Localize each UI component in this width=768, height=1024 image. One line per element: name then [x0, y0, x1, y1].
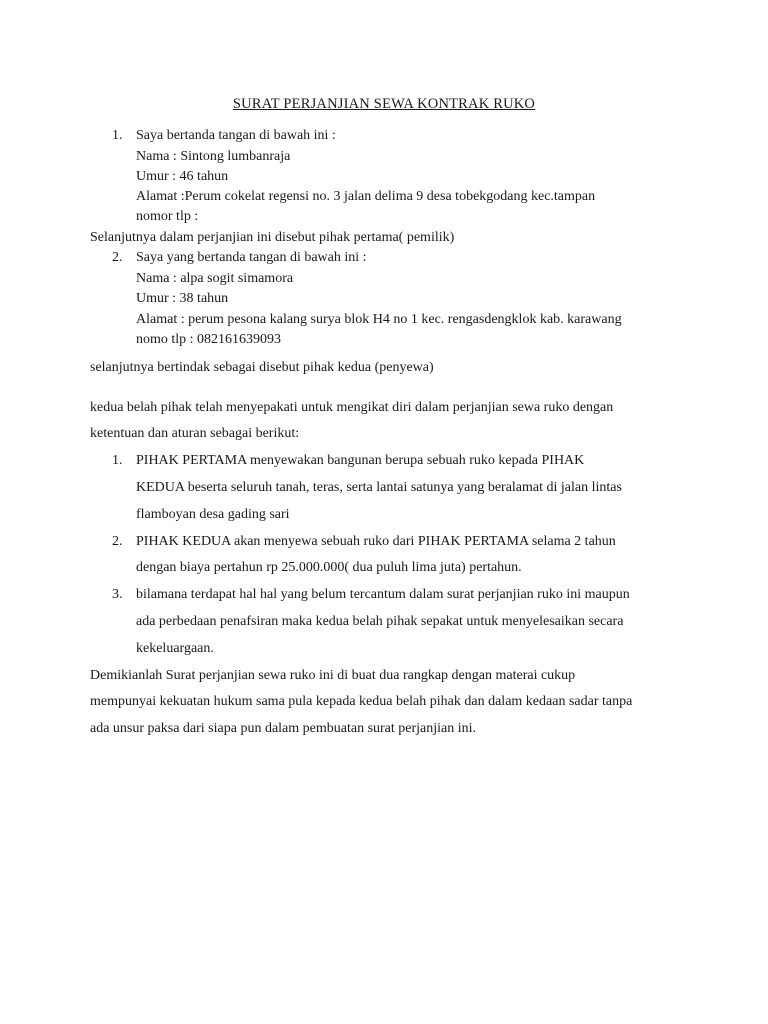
- party2-intro: Saya yang bertanda tangan di bawah ini :: [136, 250, 367, 265]
- party2-age: Umur : 38 tahun: [136, 291, 229, 306]
- party1-phone: nomor tlp :: [136, 209, 199, 224]
- party1-address: Alamat :Perum cokelat regensi no. 3 jalan delima 9 desa tobekgodang kec.tampan: [136, 189, 596, 204]
- party1-intro: Saya bertanda tangan di bawah ini :: [136, 128, 336, 143]
- term-line: flamboyan desa gading sari: [136, 507, 290, 522]
- term-line: dengan biaya pertahun rp 25.000.000( dua puluh lima juta) pertahun.: [136, 560, 522, 575]
- term-number: 2.: [112, 534, 123, 549]
- party2-name: Nama : alpa sogit simamora: [136, 271, 294, 286]
- closing-line: Demikianlah Surat perjanjian sewa ruko ini di buat dua rangkap dengan materai cukup: [90, 668, 576, 683]
- agreement-intro-line: ketentuan dan aturan sebagai berikut:: [90, 426, 300, 441]
- party2-address: Alamat : perum pesona kalang surya blok H4 no 1 kec. rengasdengklok kab. karawang: [136, 312, 622, 327]
- closing-line: mempunyai kekuatan hukum sama pula kepada kedua belah pihak dan dalam kedaan sadar tanpa: [90, 694, 633, 709]
- term-number: 3.: [112, 587, 123, 602]
- party2-role: selanjutnya bertindak sebagai disebut pihak kedua (penyewa): [90, 360, 434, 375]
- agreement-intro-line: kedua belah pihak telah menyepakati untuk mengikat diri dalam perjanjian sewa ruko dengan: [90, 400, 614, 415]
- term-line: PIHAK KEDUA akan menyewa sebuah ruko dari PIHAK PERTAMA selama 2 tahun: [136, 534, 616, 549]
- term-line: bilamana terdapat hal hal yang belum tercantum dalam surat perjanjian ruko ini maupun: [136, 587, 630, 602]
- party1-role: Selanjutnya dalam perjanjian ini disebut pihak pertama( pemilik): [90, 230, 455, 245]
- closing-line: ada unsur paksa dari siapa pun dalam pembuatan surat perjanjian ini.: [90, 721, 477, 736]
- party1-number: 1.: [112, 128, 123, 143]
- party2-number: 2.: [112, 250, 123, 265]
- party1-age: Umur : 46 tahun: [136, 169, 229, 184]
- term-number: 1.: [112, 453, 123, 468]
- term-line: kekeluargaan.: [136, 641, 214, 656]
- term-line: KEDUA beserta seluruh tanah, teras, serta lantai satunya yang beralamat di jalan lintas: [136, 480, 622, 495]
- party2-phone: nomo tlp : 082161639093: [136, 332, 282, 347]
- party1-name: Nama : Sintong lumbanraja: [136, 149, 291, 164]
- term-line: ada perbedaan penafsiran maka kedua belah pihak sepakat untuk menyelesaikan secara: [136, 614, 624, 629]
- document-title: SURAT PERJANJIAN SEWA KONTRAK RUKO: [232, 96, 536, 112]
- term-line: PIHAK PERTAMA menyewakan bangunan berupa sebuah ruko kepada PIHAK: [136, 453, 585, 468]
